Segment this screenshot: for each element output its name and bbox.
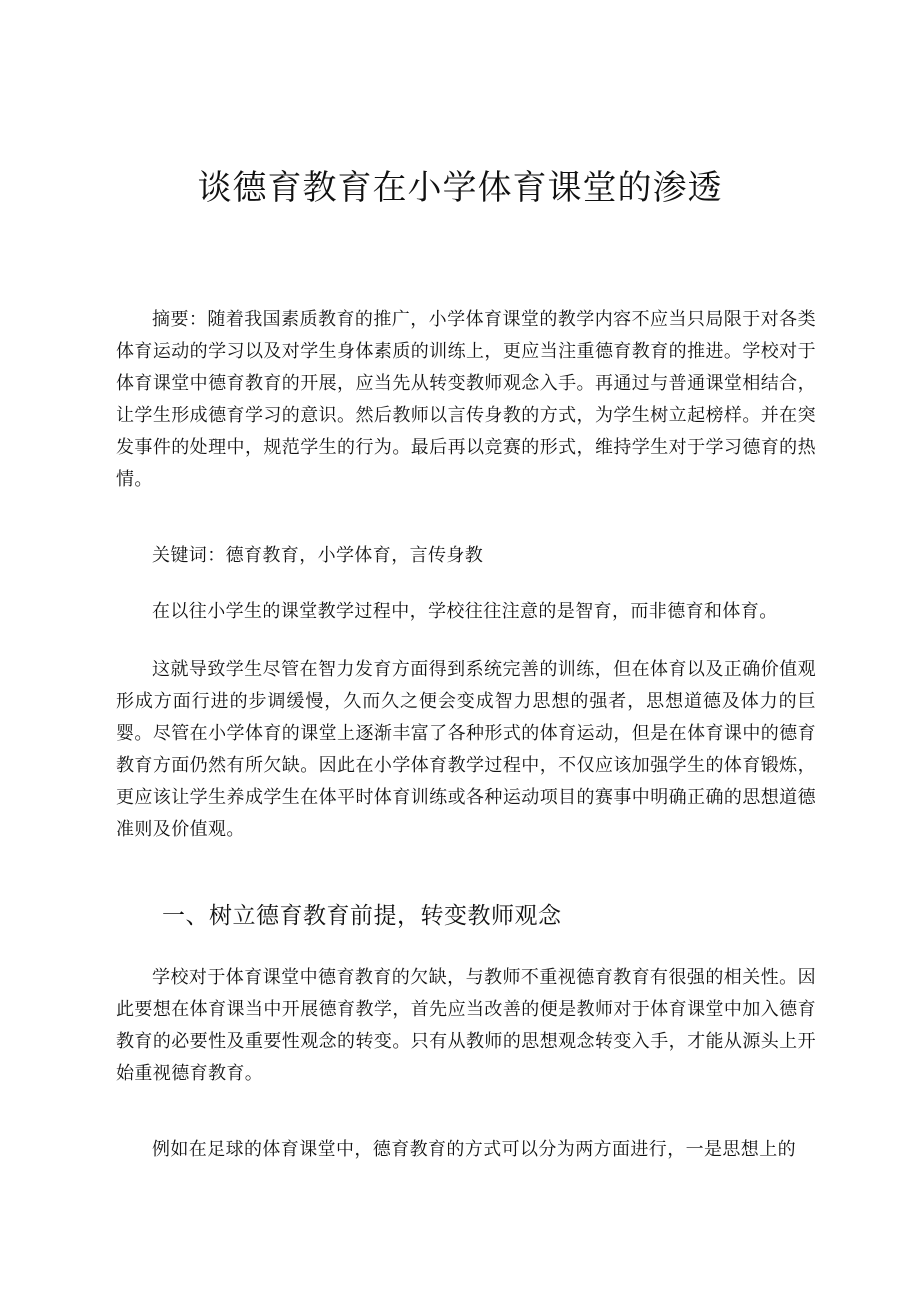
intro-paragraph-2: 这就导致学生尽管在智力发育方面得到系统完善的训练，但在体育以及正确价值观形成方面行进的步调缓慢，久而久之便会变成智力思想的强者，思想道德及体力的巨婴。尽管在小学体育的课堂上逐渐丰富了各种形式的体育运动，但是在体育课中的德育教育方面仍然有所欠缺。因此在小学体育教学过程中，不仅应该加强学生的体育锻炼，更应该让学生养成学生在体平时体育训练或各种运动项目的赛事中明确正确的思想道德准则及价值观。	[116, 659, 816, 840]
section-1-heading: 一、树立德育教育前提，转变教师观念	[162, 903, 562, 929]
keywords-paragraph: 关键词：德育教育，小学体育，言传身教	[152, 545, 484, 566]
intro-paragraph-1: 在以往小学生的课堂教学过程中，学校往往注意的是智育，而非德育和体育。	[152, 601, 778, 622]
section-1-paragraph-2: 例如在足球的体育课堂中，德育教育的方式可以分为两方面进行，一是思想上的	[152, 1139, 796, 1160]
document-title: 谈德育教育在小学体育课堂的渗透	[197, 168, 723, 208]
abstract-paragraph: 摘要：随着我国素质教育的推广，小学体育课堂的教学内容不应当只局限于对各类体育运动的学习以及对学生身体素质的训练上，更应当注重德育教育的推进。学校对于体育课堂中德育教育的开展，应当先从转变教师观念入手。再通过与普通课堂相结合，让学生形成德育学习的意识。然后教师以言传身教的方式，为学生树立起榜样。并在突发事件的处理中，规范学生的行为。最后再以竞赛的形式，维持学生对于学习德育的热情。	[116, 309, 816, 490]
section-1-paragraph-1: 学校对于体育课堂中德育教育的欠缺，与教师不重视德育教育有很强的相关性。因此要想在体育课当中开展德育教学，首先应当改善的便是教师对于体育课堂中加入德育教育的必要性及重要性观念的转变。只有从教师的思想观念转变入手，才能从源头上开始重视德育教育。	[116, 967, 816, 1084]
